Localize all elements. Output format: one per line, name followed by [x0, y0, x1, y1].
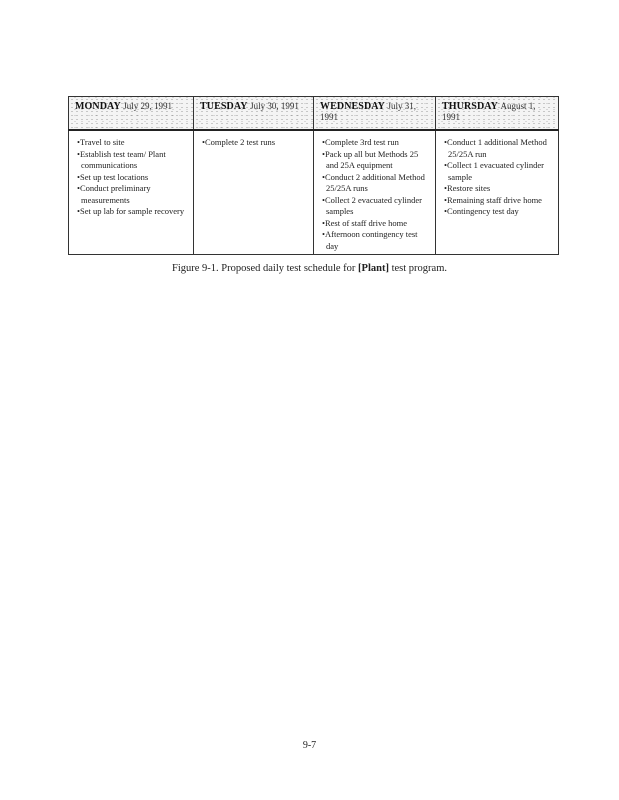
task-text: Establish test team/ Plant communications [79, 148, 166, 170]
bullet-icon: • [77, 206, 80, 216]
task-list [444, 137, 554, 218]
bullet-icon: • [322, 217, 325, 228]
header-thursday [436, 97, 559, 131]
bullet-icon: • [444, 206, 447, 216]
task-item [444, 137, 554, 160]
task-text: Travel to site [79, 137, 125, 147]
task-item [202, 137, 309, 149]
task-item [322, 218, 431, 230]
task-list [77, 137, 189, 218]
day-name: WEDNESDAY [320, 101, 385, 112]
task-item [77, 137, 189, 149]
day-date: July 31, 1991 [320, 101, 417, 122]
schedule-body-row [69, 130, 559, 255]
caption-plant: [Plant] [358, 263, 389, 274]
tuesday-tasks-cell [194, 130, 314, 255]
bullet-icon: • [322, 171, 325, 182]
bullet-icon: • [322, 229, 325, 239]
task-item [444, 183, 554, 195]
day-name: MONDAY [75, 101, 121, 112]
task-item [77, 206, 189, 218]
bullet-icon: • [444, 160, 447, 170]
bullet-icon: • [77, 183, 80, 193]
task-item [444, 195, 554, 207]
task-item [77, 172, 189, 184]
task-text: Set up test locations [79, 171, 149, 182]
task-text: Remaining staff drive home [446, 194, 542, 205]
task-text: Complete 3rd test run [324, 137, 399, 147]
task-text: Conduct 2 additional Method 25/25A runs [324, 171, 425, 193]
day-date: August 1, 1991 [442, 101, 536, 122]
caption-suffix: test program. [388, 263, 447, 274]
task-item [322, 229, 431, 252]
task-text: Conduct preliminary measurements [79, 183, 151, 205]
bullet-icon: • [77, 148, 80, 159]
task-list [322, 137, 431, 252]
bullet-icon: • [77, 137, 80, 147]
thursday-tasks-cell [436, 130, 559, 255]
day-date: July 29, 1991 [123, 101, 173, 111]
task-item [77, 149, 189, 172]
day-name: THURSDAY [442, 101, 499, 112]
day-name: TUESDAY [200, 101, 248, 112]
task-text: Pack up all but Methods 25 and 25A equipment [324, 148, 419, 170]
task-text: Restore sites [446, 183, 491, 193]
task-item [322, 149, 431, 172]
task-item [444, 160, 554, 183]
bullet-icon: • [444, 137, 447, 147]
bullet-icon: • [322, 137, 325, 147]
schedule-table [68, 96, 559, 255]
bullet-icon: • [202, 137, 205, 147]
monday-tasks-cell [69, 130, 194, 255]
bullet-icon: • [322, 194, 325, 205]
task-item [77, 183, 189, 206]
bullet-icon: • [444, 194, 447, 205]
bullet-icon: • [322, 148, 325, 159]
task-item [322, 172, 431, 195]
task-text: Conduct 1 additional Method 25/25A run [446, 137, 547, 159]
task-item [444, 206, 554, 218]
task-text: Collect 1 evacuated cylinder sample [446, 160, 544, 182]
page-number: 9-7 [302, 740, 317, 751]
header-wednesday [314, 97, 436, 131]
bullet-icon: • [77, 171, 80, 182]
caption-prefix: Figure 9-1. Proposed daily test schedule for [172, 263, 359, 274]
task-text: Collect 2 evacuated cylinder samples [324, 194, 422, 216]
task-item [322, 195, 431, 218]
figure-caption [0, 263, 619, 274]
task-text: Complete 2 test runs [204, 137, 276, 147]
task-list [202, 137, 309, 149]
task-text: Set up lab for sample recovery [79, 206, 185, 216]
day-date: July 30, 1991 [250, 101, 299, 111]
task-text: Afternoon contingency test day [324, 229, 418, 251]
task-text: Rest of staff drive home [324, 217, 407, 228]
task-item [322, 137, 431, 149]
header-monday [69, 97, 194, 131]
task-text: Contingency test day [446, 206, 519, 216]
header-tuesday [194, 97, 314, 131]
bullet-icon: • [444, 183, 447, 193]
wednesday-tasks-cell [314, 130, 436, 255]
schedule-header-row [69, 97, 559, 131]
